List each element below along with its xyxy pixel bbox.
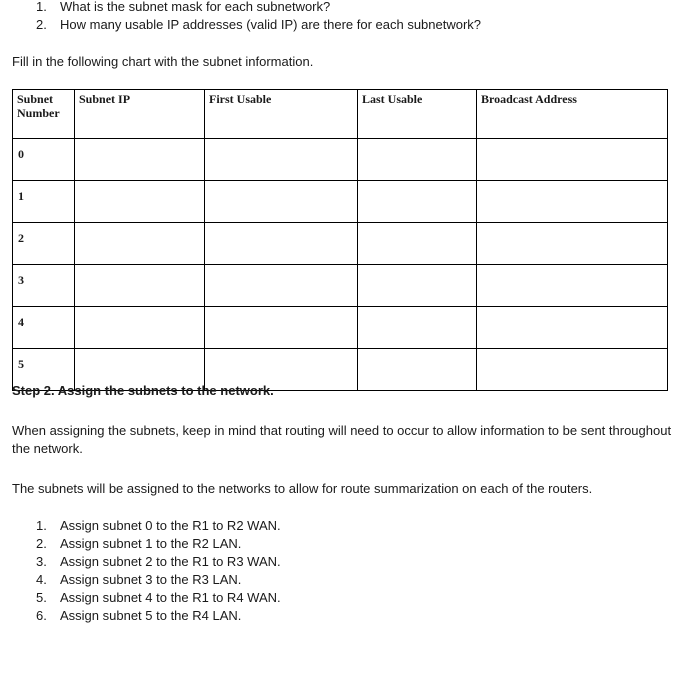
- last-usable-cell[interactable]: [358, 181, 477, 223]
- list-item: [36, 589, 281, 607]
- subnet-ip-cell[interactable]: [75, 307, 205, 349]
- subnet-number-cell: 2: [13, 223, 75, 265]
- subnet-number-cell: 1: [13, 181, 75, 223]
- last-usable-cell[interactable]: [358, 139, 477, 181]
- assignment-text: Assign subnet 4 to the R1 to R4 WAN.: [60, 590, 281, 605]
- assignment-number: 1.: [36, 518, 47, 533]
- broadcast-address-cell[interactable]: [477, 349, 668, 391]
- list-item: [36, 553, 281, 571]
- question-number: 2.: [36, 17, 47, 32]
- list-item: [36, 535, 281, 553]
- subnet-ip-cell[interactable]: [75, 181, 205, 223]
- header-first-usable: First Usable: [205, 90, 358, 139]
- instruction-text: Fill in the following chart with the subnet information.: [12, 54, 314, 69]
- question-item: [36, 16, 481, 34]
- question-list: [36, 0, 481, 34]
- table-header-row: [13, 90, 668, 139]
- subnet-number-cell: 3: [13, 265, 75, 307]
- list-item: [36, 571, 281, 589]
- first-usable-cell[interactable]: [205, 181, 358, 223]
- assignment-number: 2.: [36, 536, 47, 551]
- first-usable-cell[interactable]: [205, 265, 358, 307]
- table-row: [13, 181, 668, 223]
- assignment-number: 5.: [36, 590, 47, 605]
- first-usable-cell[interactable]: [205, 223, 358, 265]
- broadcast-address-cell[interactable]: [477, 307, 668, 349]
- header-subnet-number: Subnet Number: [13, 90, 75, 139]
- assignment-text: Assign subnet 5 to the R4 LAN.: [60, 608, 242, 623]
- subnet-ip-cell[interactable]: [75, 265, 205, 307]
- assignment-text: Assign subnet 0 to the R1 to R2 WAN.: [60, 518, 281, 533]
- broadcast-address-cell[interactable]: [477, 139, 668, 181]
- broadcast-address-cell[interactable]: [477, 223, 668, 265]
- question-text: How many usable IP addresses (valid IP) are there for each subnetwork?: [60, 17, 482, 32]
- last-usable-cell[interactable]: [358, 307, 477, 349]
- subnet-table: [12, 89, 668, 391]
- table-row: [13, 223, 668, 265]
- subnet-number-cell: 0: [13, 139, 75, 181]
- subnet-ip-cell[interactable]: [75, 139, 205, 181]
- header-last-usable: Last Usable: [358, 90, 477, 139]
- table-row: [13, 307, 668, 349]
- table-row: [13, 139, 668, 181]
- assignment-list: [36, 517, 281, 625]
- assignment-number: 6.: [36, 608, 47, 623]
- assignment-number: 4.: [36, 572, 47, 587]
- last-usable-cell[interactable]: [358, 265, 477, 307]
- assignment-text: Assign subnet 2 to the R1 to R3 WAN.: [60, 554, 281, 569]
- question-number: 1.: [36, 0, 47, 14]
- assignment-text: Assign subnet 3 to the R3 LAN.: [60, 572, 242, 587]
- subnet-number-cell: 5: [13, 349, 75, 391]
- table-row: [13, 265, 668, 307]
- list-item: [36, 517, 281, 535]
- first-usable-cell[interactable]: [205, 307, 358, 349]
- header-subnet-ip: Subnet IP: [75, 90, 205, 139]
- header-broadcast-address: Broadcast Address: [477, 90, 668, 139]
- last-usable-cell[interactable]: [358, 223, 477, 265]
- last-usable-cell[interactable]: [358, 349, 477, 391]
- question-text: What is the subnet mask for each subnetwork?: [60, 0, 331, 14]
- subnet-number-cell: 4: [13, 307, 75, 349]
- broadcast-address-cell[interactable]: [477, 181, 668, 223]
- summarization-paragraph: The subnets will be assigned to the networks to allow for route summarization on each of the routers.: [12, 481, 593, 496]
- assignment-number: 3.: [36, 554, 47, 569]
- assignment-text: Assign subnet 1 to the R2 LAN.: [60, 536, 242, 551]
- subnet-ip-cell[interactable]: [75, 223, 205, 265]
- broadcast-address-cell[interactable]: [477, 265, 668, 307]
- step-heading: Step 2. Assign the subnets to the network.: [12, 383, 274, 398]
- list-item: [36, 607, 281, 625]
- question-item: [36, 0, 481, 16]
- first-usable-cell[interactable]: [205, 139, 358, 181]
- routing-paragraph: When assigning the subnets, keep in mind that routing will need to occur to allow information to be sent throughout the network.: [12, 423, 672, 456]
